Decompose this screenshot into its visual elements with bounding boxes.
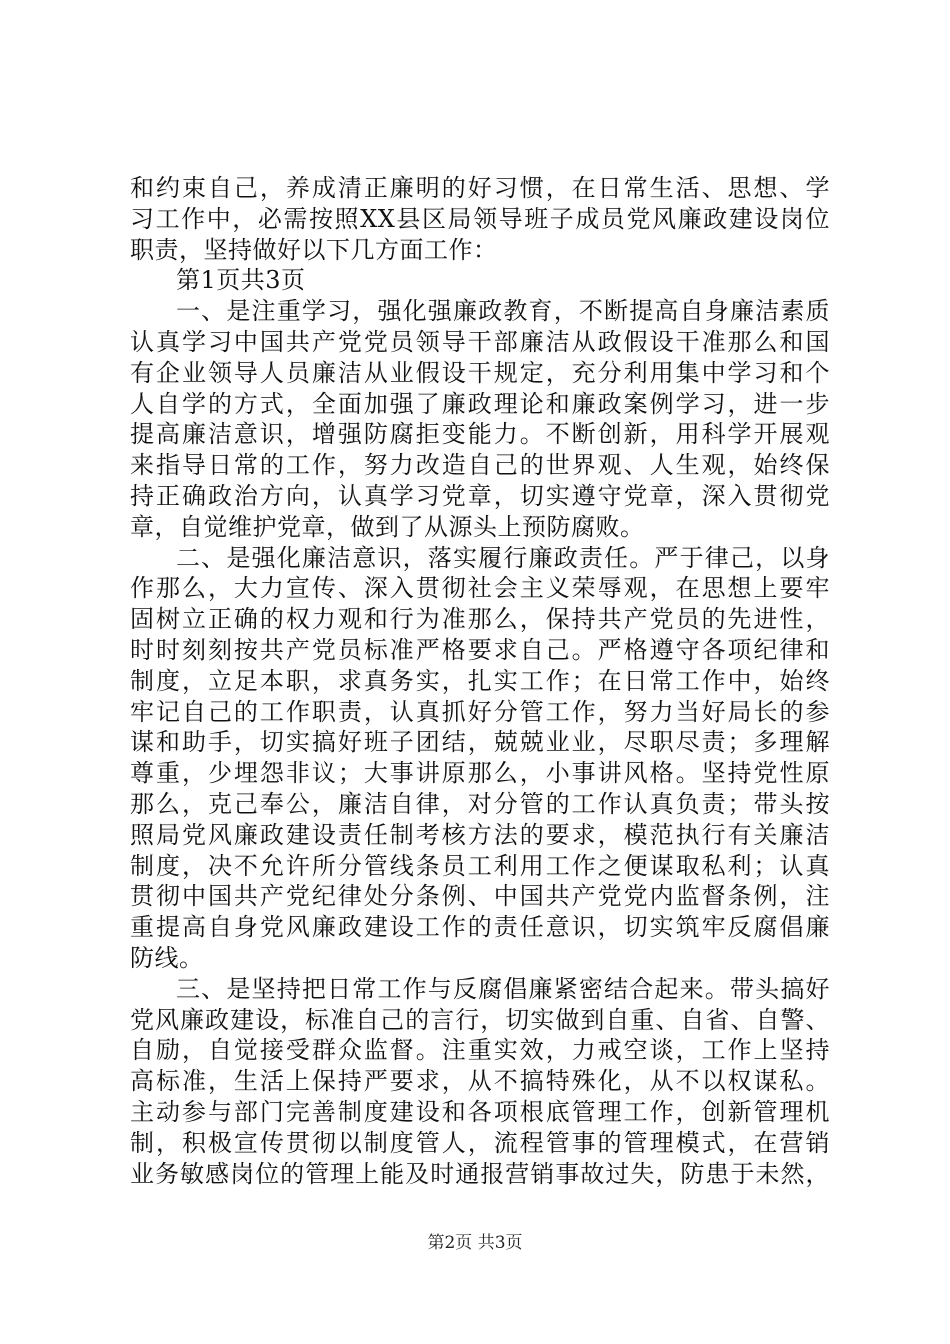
- document-body: [130, 173, 830, 1189]
- text-line: 固树立正确的权力观和行为准那么，保持共产党员的先进性，: [130, 605, 830, 634]
- text-line: 制度，决不允许所分管线条员工利用工作之便谋取私利；认真: [130, 851, 830, 880]
- text-line: 作那么，大力宣传、深入贯彻社会主义荣辱观，在思想上要牢: [130, 574, 830, 603]
- text-line: 贯彻中国共产党纪律处分条例、中国共产党党内监督条例，注: [130, 882, 830, 911]
- text-line: 高标准，生活上保持严要求，从不搞特殊化，从不以权谋私。: [130, 1067, 830, 1096]
- text-line: 有企业领导人员廉洁从业假设干规定，充分利用集中学习和个: [130, 358, 830, 387]
- text-line: 三、是坚持把日常工作与反腐倡廉紧密结合起来。带头搞好: [176, 974, 830, 1003]
- text-line: 第1页共3页: [176, 266, 306, 295]
- text-line: 那么，克己奉公，廉洁自律，对分管的工作认真负责；带头按: [130, 789, 830, 818]
- text-line: 章，自觉维护党章，做到了从源头上预防腐败。: [130, 512, 645, 541]
- text-line: 习工作中，必需按照XX县区局领导班子成员党风廉政建设岗位: [130, 204, 830, 233]
- text-line: 二、是强化廉洁意识，落实履行廉政责任。严于律己，以身: [176, 543, 830, 572]
- text-line: 牢记自己的工作职责，认真抓好分管工作，努力当好局长的参: [130, 697, 830, 726]
- text-line: 职责，坚持做好以下几方面工作：: [130, 235, 498, 264]
- text-line: 党风廉政建设，标准自己的言行，切实做到自重、自省、自警、: [130, 1005, 830, 1034]
- text-line: 谋和助手，切实搞好班子团结，兢兢业业，尽职尽责；多理解: [130, 728, 830, 757]
- text-line: 和约束自己，养成清正廉明的好习惯，在日常生活、思想、学: [130, 174, 830, 202]
- text-line: 照局党风廉政建设责任制考核方法的要求，模范执行有关廉洁: [130, 820, 830, 849]
- text-line: 一、是注重学习，强化强廉政教育，不断提高自身廉洁素质: [176, 297, 830, 326]
- text-line: 提高廉洁意识，增强防腐拒变能力。不断创新，用科学开展观: [130, 420, 830, 449]
- text-line: 主动参与部门完善制度建设和各项根底管理工作，创新管理机: [130, 1097, 830, 1126]
- text-line: 来指导日常的工作，努力改造自己的世界观、人生观，始终保: [130, 451, 830, 480]
- text-line: 尊重，少埋怨非议；大事讲原那么，小事讲风格。坚持党性原: [130, 759, 830, 788]
- text-line: 制，积极宣传贯彻以制度管人，流程管事的管理模式，在营销: [130, 1128, 830, 1157]
- text-line: 人自学的方式，全面加强了廉政理论和廉政案例学习，进一步: [130, 389, 830, 418]
- text-line: 时时刻刻按共产党员标准严格要求自己。严格遵守各项纪律和: [130, 635, 830, 664]
- text-line: 业务敏感岗位的管理上能及时通报营销事故过失，防患于未然，: [130, 1159, 830, 1188]
- text-line: 认真学习中国共产党党员领导干部廉洁从政假设干准那么和国: [130, 327, 830, 356]
- text-line: 制度，立足本职，求真务实，扎实工作；在日常工作中，始终: [130, 666, 830, 695]
- text-line: 重提高自身党风廉政建设工作的责任意识，切实筑牢反腐倡廉: [130, 913, 830, 942]
- text-line: 自励，自觉接受群众监督。注重实效，力戒空谈，工作上坚持: [130, 1036, 830, 1065]
- text-line: 防线。: [130, 943, 204, 972]
- page-footer: 第2页 共3页: [427, 1233, 523, 1253]
- text-line: 持正确政治方向，认真学习党章，切实遵守党章，深入贯彻党: [130, 481, 830, 510]
